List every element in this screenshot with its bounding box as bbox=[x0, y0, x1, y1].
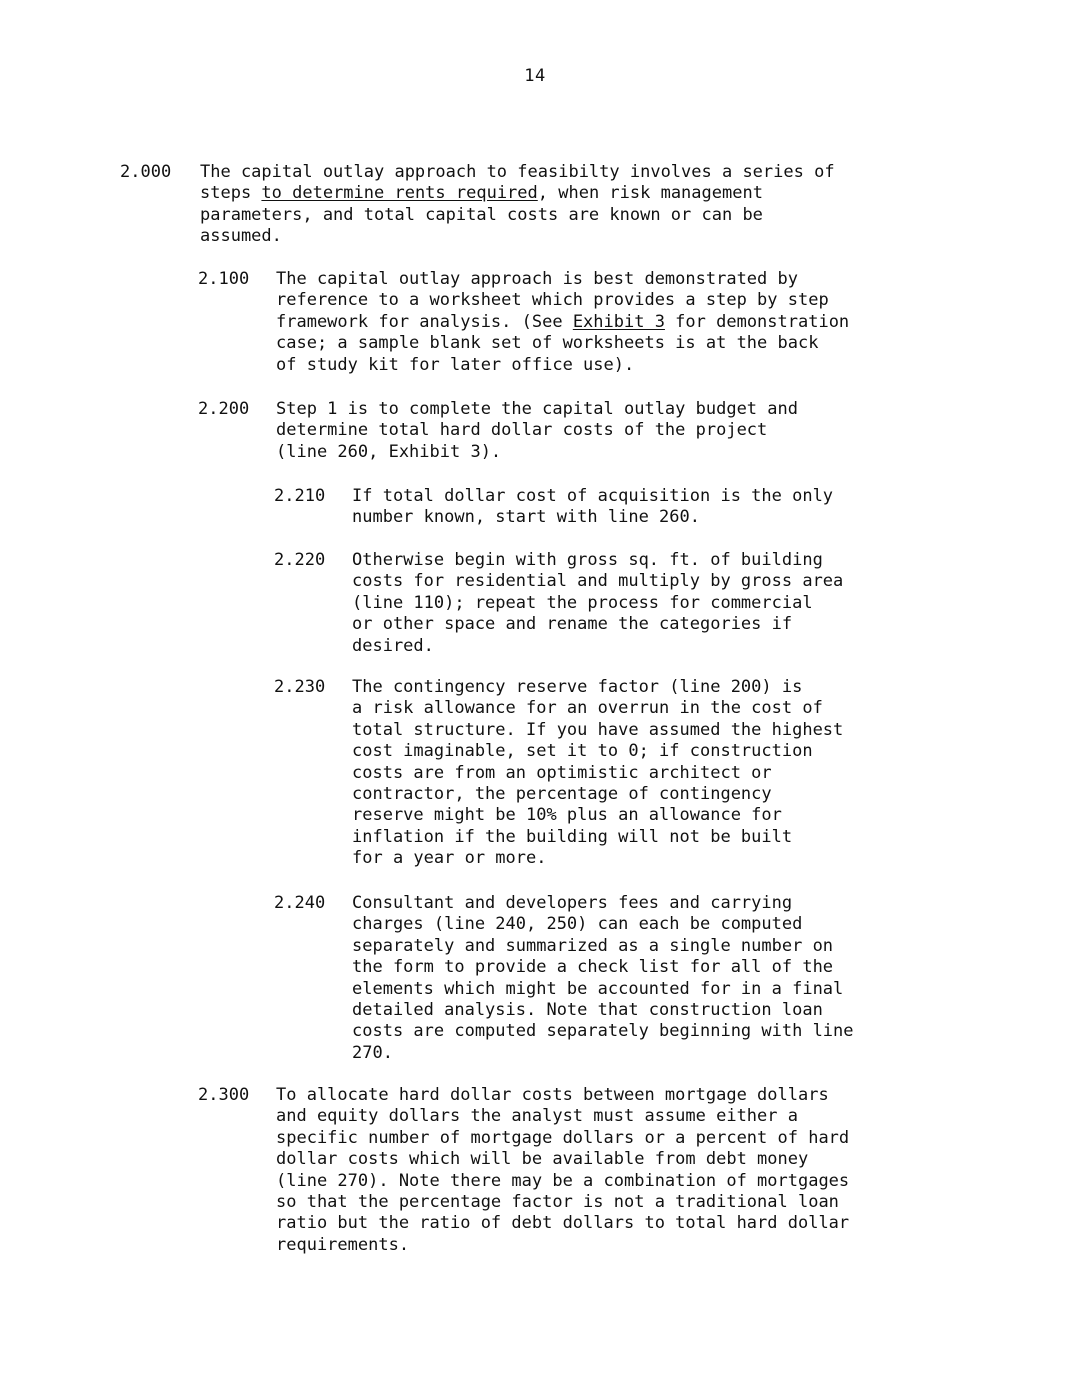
text-line bbox=[276, 1149, 849, 1170]
section-2-210 bbox=[274, 486, 833, 529]
text-run: assumed. bbox=[200, 226, 282, 247]
text-run: (line 270). Note there may be a combination of mortgages bbox=[276, 1170, 850, 1191]
text-run: determine total hard dollar costs of the project bbox=[276, 420, 768, 441]
text-run: The contingency reserve factor (line 200) is bbox=[352, 677, 803, 697]
text-line bbox=[352, 741, 843, 762]
text-run: inflation if the building will not be built bbox=[352, 826, 793, 847]
text-line bbox=[352, 571, 843, 592]
text-line bbox=[276, 1106, 849, 1127]
text-line bbox=[352, 698, 843, 719]
section-number: 2.220 bbox=[274, 550, 326, 570]
text-line bbox=[276, 355, 849, 376]
text-line bbox=[276, 333, 849, 354]
section-2-200 bbox=[198, 399, 798, 463]
section-number: 2.240 bbox=[274, 893, 326, 913]
text-line bbox=[276, 269, 849, 290]
text-run: To allocate hard dollar costs between mortgage dollars bbox=[276, 1085, 829, 1105]
text-line bbox=[352, 550, 843, 571]
text-run: separately and summarized as a single number on bbox=[352, 935, 834, 956]
text-run: 270. bbox=[352, 1042, 393, 1063]
text-line bbox=[200, 226, 835, 247]
text-line bbox=[352, 486, 833, 507]
text-run: costs are from an optimistic architect or bbox=[352, 762, 772, 783]
section-2-240 bbox=[274, 893, 854, 1064]
section-number: 2.000 bbox=[120, 162, 172, 182]
text-line bbox=[200, 162, 835, 183]
text-run: parameters, and total capital costs are known or can be bbox=[200, 204, 763, 225]
text-line bbox=[352, 893, 854, 914]
text-run: for a year or more. bbox=[352, 848, 547, 869]
text-run: total structure. If you have assumed the highest bbox=[352, 719, 844, 740]
section-text bbox=[276, 269, 849, 376]
text-run: reference to a worksheet which provides a step by step bbox=[276, 290, 829, 311]
text-line bbox=[352, 979, 854, 1000]
text-line bbox=[352, 784, 843, 805]
text-run: ratio but the ratio of debt dollars to total hard dollar bbox=[276, 1213, 850, 1234]
text-line bbox=[276, 1213, 849, 1234]
text-line bbox=[352, 914, 854, 935]
text-line bbox=[352, 805, 843, 826]
text-run: (line 260, Exhibit 3). bbox=[276, 441, 502, 462]
text-line bbox=[276, 290, 849, 311]
section-text bbox=[276, 1085, 849, 1256]
text-run: a risk allowance for an overrun in the cost of bbox=[352, 698, 823, 719]
text-line bbox=[276, 1085, 849, 1106]
text-run: the form to provide a check list for all of the bbox=[352, 957, 834, 978]
text-line bbox=[276, 1128, 849, 1149]
text-run: charges (line 240, 250) can each be computed bbox=[352, 914, 803, 935]
text-line bbox=[276, 1192, 849, 1213]
text-run: and equity dollars the analyst must assume either a bbox=[276, 1106, 798, 1127]
text-run: Otherwise begin with gross sq. ft. of building bbox=[352, 550, 823, 570]
section-number: 2.100 bbox=[198, 269, 250, 289]
text-line bbox=[352, 636, 843, 657]
text-line bbox=[276, 442, 798, 463]
text-run: The capital outlay approach to feasibilty involves a series of bbox=[200, 162, 835, 182]
text-line bbox=[352, 763, 843, 784]
text-line bbox=[352, 957, 854, 978]
text-line bbox=[200, 205, 835, 226]
section-text bbox=[352, 893, 854, 1064]
text-run: If total dollar cost of acquisition is the only bbox=[352, 486, 834, 506]
text-line bbox=[352, 677, 843, 698]
text-line bbox=[276, 1235, 849, 1256]
text-run: framework for analysis. (See bbox=[276, 311, 573, 332]
section-2-300 bbox=[198, 1085, 849, 1256]
text-line bbox=[276, 399, 798, 420]
text-line bbox=[352, 936, 854, 957]
section-text bbox=[352, 550, 843, 657]
text-run: cost imaginable, set it to 0; if construction bbox=[352, 741, 813, 762]
underlined-text: Exhibit 3 bbox=[572, 311, 665, 332]
text-line bbox=[352, 1000, 854, 1021]
text-run: contractor, the percentage of contingency bbox=[352, 783, 772, 804]
text-run: , when risk management bbox=[537, 183, 763, 204]
text-run: for demonstration bbox=[664, 311, 850, 332]
text-run: number known, start with line 260. bbox=[352, 507, 700, 528]
section-number: 2.230 bbox=[274, 677, 326, 697]
text-line bbox=[352, 848, 843, 869]
section-2-230 bbox=[274, 677, 843, 870]
text-line bbox=[200, 183, 835, 204]
text-run: Consultant and developers fees and carrying bbox=[352, 893, 793, 913]
text-run: Step 1 is to complete the capital outlay budget and bbox=[276, 399, 798, 419]
section-text bbox=[200, 162, 835, 248]
text-line bbox=[276, 420, 798, 441]
text-line bbox=[276, 1171, 849, 1192]
text-line bbox=[352, 593, 843, 614]
text-run: case; a sample blank set of worksheets is at the back bbox=[276, 333, 819, 354]
section-2-000 bbox=[120, 162, 835, 248]
text-run: so that the percentage factor is not a traditional loan bbox=[276, 1191, 839, 1212]
section-number: 2.210 bbox=[274, 486, 326, 506]
text-run: or other space and rename the categories if bbox=[352, 614, 793, 635]
text-run: The capital outlay approach is best demonstrated by bbox=[276, 269, 798, 289]
page-number: 14 bbox=[524, 66, 546, 86]
text-run: of study kit for later office use). bbox=[276, 354, 635, 375]
text-run: requirements. bbox=[276, 1234, 410, 1255]
text-run: costs for residential and multiply by gross area bbox=[352, 571, 844, 592]
section-text bbox=[352, 677, 843, 870]
text-line bbox=[352, 1043, 854, 1064]
underlined-text: to determine rents required bbox=[261, 183, 538, 204]
text-line bbox=[352, 1021, 854, 1042]
text-line bbox=[352, 507, 833, 528]
section-text bbox=[276, 399, 798, 463]
text-run: specific number of mortgage dollars or a percent of hard bbox=[276, 1127, 850, 1148]
text-run: detailed analysis. Note that construction loan bbox=[352, 999, 823, 1020]
text-run: dollar costs which will be available from debt money bbox=[276, 1149, 809, 1170]
section-number: 2.300 bbox=[198, 1085, 250, 1105]
text-line bbox=[352, 720, 843, 741]
text-run: reserve might be 10% plus an allowance for bbox=[352, 805, 782, 826]
text-run: elements which might be accounted for in a final bbox=[352, 978, 844, 999]
section-text bbox=[352, 486, 833, 529]
text-line bbox=[352, 827, 843, 848]
text-run: costs are computed separately beginning with line bbox=[352, 1021, 854, 1042]
text-line bbox=[352, 614, 843, 635]
text-line bbox=[276, 312, 849, 333]
text-run: desired. bbox=[352, 635, 434, 656]
section-2-220 bbox=[274, 550, 843, 657]
section-2-100 bbox=[198, 269, 849, 376]
text-run: steps bbox=[200, 183, 262, 204]
text-run: (line 110); repeat the process for commercial bbox=[352, 592, 813, 613]
section-number: 2.200 bbox=[198, 399, 250, 419]
